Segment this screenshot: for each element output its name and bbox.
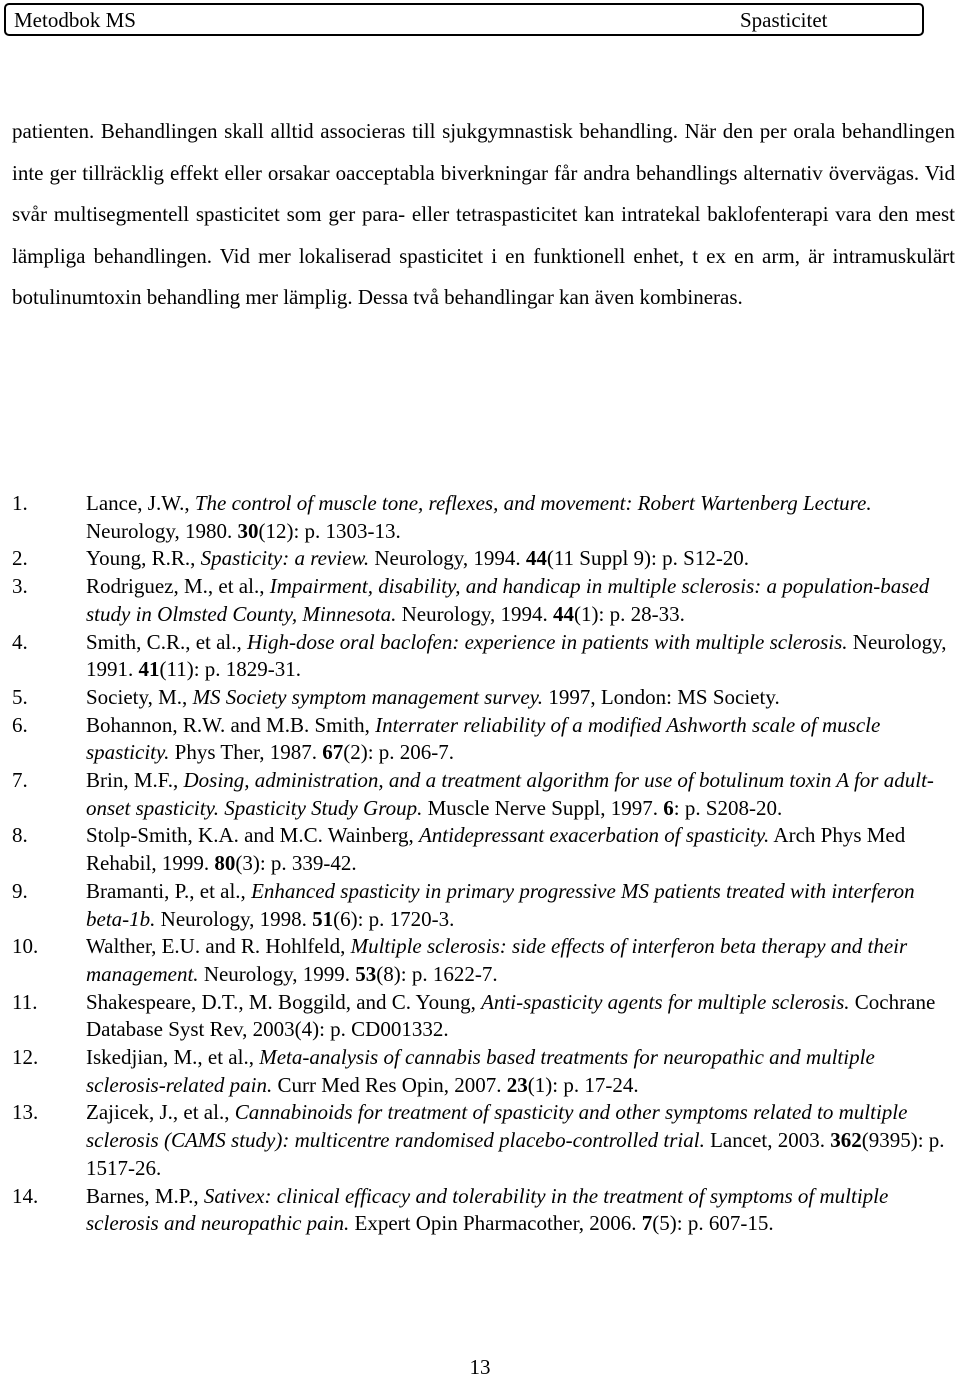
reference-number: 2.	[12, 546, 28, 571]
reference-title: Cannabinoids for treatment of spasticity and other symptoms related to multiple sclerosis (CAMS study): multicentre randomised placebo-controlled trial.	[86, 1100, 908, 1153]
reference-text	[86, 684, 947, 712]
reference-text	[86, 545, 947, 573]
reference-number: 8.	[12, 823, 28, 848]
reference-source: Neurology, 1991.	[86, 629, 947, 682]
reference-volume: 30	[237, 518, 259, 543]
reference-text	[86, 490, 947, 545]
reference-text	[86, 989, 947, 1044]
reference-pages: (11 Suppl 9): p. S12-20.	[546, 546, 750, 571]
reference-authors: Lance, J.W.,	[86, 491, 195, 515]
reference-volume: 53	[355, 961, 377, 986]
reference-title: Meta-analysis of cannabis based treatments for neuropathic and multiple sclerosis-related pain.	[86, 1045, 875, 1097]
reference-source: Curr Med Res Opin, 2007.	[272, 1072, 507, 1097]
reference-source: 1997, London: MS Society.	[543, 684, 780, 709]
reference-pages: (5): p. 607-15.	[652, 1211, 774, 1236]
header-document-title: Metodbok MS	[14, 8, 136, 32]
reference-authors: Zajicek, J., et al.,	[86, 1100, 235, 1125]
reference-item	[12, 1099, 947, 1182]
reference-number: 6.	[12, 712, 28, 737]
reference-number: 14.	[12, 1183, 39, 1208]
reference-text	[86, 1099, 947, 1182]
reference-number: 13.	[12, 1100, 39, 1125]
reference-number: 7.	[12, 768, 28, 793]
reference-source: Phys Ther, 1987.	[169, 740, 323, 765]
reference-text	[86, 629, 947, 684]
reference-item	[12, 1183, 947, 1238]
reference-authors: Brin, M.F.,	[86, 768, 184, 793]
reference-number: 10.	[12, 934, 39, 959]
reference-title: Spasticity: a review.	[200, 546, 370, 571]
reference-item	[12, 573, 947, 628]
reference-volume: 51	[312, 906, 334, 931]
reference-list	[12, 490, 947, 1238]
reference-text	[86, 822, 947, 877]
reference-authors: Iskedjian, M., et al.,	[86, 1045, 260, 1070]
reference-item	[12, 1044, 947, 1099]
reference-title: Interrater reliability of a modified Ashworth scale of muscle spasticity.	[86, 712, 881, 765]
reference-volume: 80	[214, 851, 236, 876]
reference-authors: Shakespeare, D.T., M. Boggild, and C. Young,	[86, 989, 482, 1014]
reference-item	[12, 712, 947, 767]
body-paragraph: patienten. Behandlingen skall alltid associeras till sjukgymnastisk behandling. När den per orala behandlingen inte ger tillräcklig effekt eller orsakar oacceptabla biverkningar får andra behandlings alternativ övervägas. Vid svår multisegmentell spasticitet som ger para- eller tetraspasticitet kan intratekal baklofenterapi vara den mest lämpliga behandlingen. Vid mer lokaliserad spasticitet i en funktionell enhet, t ex en arm, är intramuskulärt botulinumtoxin behandling mer lämplig. Dessa två behandlingar kan även kombineras.	[12, 119, 955, 310]
reference-authors: Young, R.R.,	[86, 546, 201, 571]
reference-title: Dosing, administration, and a treatment algorithm for use of botulinum toxin A for adult-onset spasticity. Spasticity Study Group.	[86, 768, 934, 820]
reference-item	[12, 933, 947, 988]
reference-text	[86, 1044, 947, 1099]
reference-source: Muscle Nerve Suppl, 1997.	[422, 795, 664, 820]
reference-item	[12, 545, 947, 573]
reference-source: Neurology, 1999.	[198, 961, 356, 986]
header-section-title: Spasticitet	[740, 8, 828, 32]
reference-text	[86, 933, 947, 988]
reference-number: 11.	[12, 989, 38, 1014]
reference-volume: 44	[553, 601, 575, 626]
reference-item	[12, 878, 947, 933]
page-header	[4, 3, 924, 36]
reference-authors: Bramanti, P., et al.,	[86, 878, 252, 903]
reference-pages: (2): p. 206-7.	[343, 740, 455, 765]
reference-pages: (8): p. 1622-7.	[376, 961, 498, 986]
reference-text	[86, 712, 947, 767]
reference-text	[86, 878, 947, 933]
reference-item	[12, 684, 947, 712]
reference-source: Lancet, 2003.	[704, 1128, 831, 1153]
reference-title: Sativex: clinical efficacy and tolerability in the treatment of symptoms of multiple sclerosis and neuropathic pain.	[86, 1183, 889, 1236]
reference-pages: (6): p. 1720-3.	[333, 906, 455, 931]
reference-number: 3.	[12, 574, 28, 599]
reference-authors: Stolp-Smith, K.A. and M.C. Wainberg,	[86, 823, 419, 848]
reference-title: Antidepressant exacerbation of spasticity.	[418, 823, 770, 848]
reference-text	[86, 1183, 947, 1238]
page-number: 13	[469, 1355, 491, 1379]
reference-item	[12, 767, 947, 822]
reference-item	[12, 629, 947, 684]
reference-title: Multiple sclerosis: side effects of interferon beta therapy and their management.	[86, 934, 908, 986]
reference-volume: 44	[525, 546, 547, 571]
reference-volume: 6	[663, 795, 674, 820]
reference-number: 4.	[12, 629, 28, 654]
reference-pages: (3): p. 339-42.	[235, 851, 357, 876]
reference-title: Enhanced spasticity in primary progressive MS patients treated with interferon beta-1b.	[86, 878, 915, 931]
reference-text	[86, 767, 947, 822]
reference-pages: (1): p. 28-33.	[574, 601, 685, 626]
reference-volume: 23	[506, 1072, 528, 1097]
reference-pages: (11): p. 1829-31.	[159, 657, 302, 682]
reference-item	[12, 822, 947, 877]
reference-authors: Smith, C.R., et al.,	[86, 629, 248, 654]
reference-source: Neurology, 1994.	[369, 546, 526, 571]
reference-title: Anti-spasticity agents for multiple sclerosis.	[481, 989, 850, 1014]
reference-authors: Society, M.,	[86, 684, 193, 709]
reference-volume: 41	[138, 657, 160, 682]
reference-authors: Rodriguez, M., et al.,	[86, 574, 270, 599]
reference-number: 9.	[12, 878, 28, 903]
reference-source: Arch Phys Med Rehabil, 1999.	[86, 823, 906, 876]
reference-title: The control of muscle tone, reflexes, and movement: Robert Wartenberg Lecture.	[194, 491, 872, 515]
reference-title: Impairment, disability, and handicap in multiple sclerosis: a population-based study in Olmsted County, Minnesota.	[86, 574, 930, 626]
reference-title: MS Society symptom management survey.	[192, 684, 544, 709]
reference-authors: Bohannon, R.W. and M.B. Smith,	[86, 712, 376, 737]
reference-text	[86, 573, 947, 628]
reference-number: 5.	[12, 684, 28, 709]
reference-number: 1.	[12, 491, 28, 515]
reference-authors: Barnes, M.P.,	[86, 1183, 204, 1208]
reference-volume: 7	[641, 1211, 653, 1236]
reference-pages: (12): p. 1303-13.	[258, 518, 401, 543]
reference-pages: (1): p. 17-24.	[527, 1072, 639, 1097]
reference-title: High-dose oral baclofen: experience in patients with multiple sclerosis.	[247, 629, 848, 654]
reference-pages: (9395): p. 1517-26.	[86, 1128, 945, 1180]
reference-source: Neurology, 1994.	[396, 601, 554, 626]
reference-pages: : p. S208-20.	[673, 795, 783, 820]
reference-source: Neurology, 1998.	[155, 906, 313, 931]
reference-source: Neurology, 1980.	[86, 518, 238, 543]
reference-authors: Walther, E.U. and R. Hohlfeld,	[86, 934, 351, 959]
reference-volume: 362	[830, 1128, 862, 1153]
reference-source: Expert Opin Pharmacother, 2006.	[349, 1211, 642, 1236]
reference-volume: 67	[322, 740, 344, 765]
reference-number: 12.	[12, 1045, 39, 1070]
reference-source: Cochrane Database Syst Rev, 2003(4): p. CD001332.	[86, 989, 936, 1042]
reference-item	[12, 490, 947, 545]
reference-item	[12, 989, 947, 1044]
